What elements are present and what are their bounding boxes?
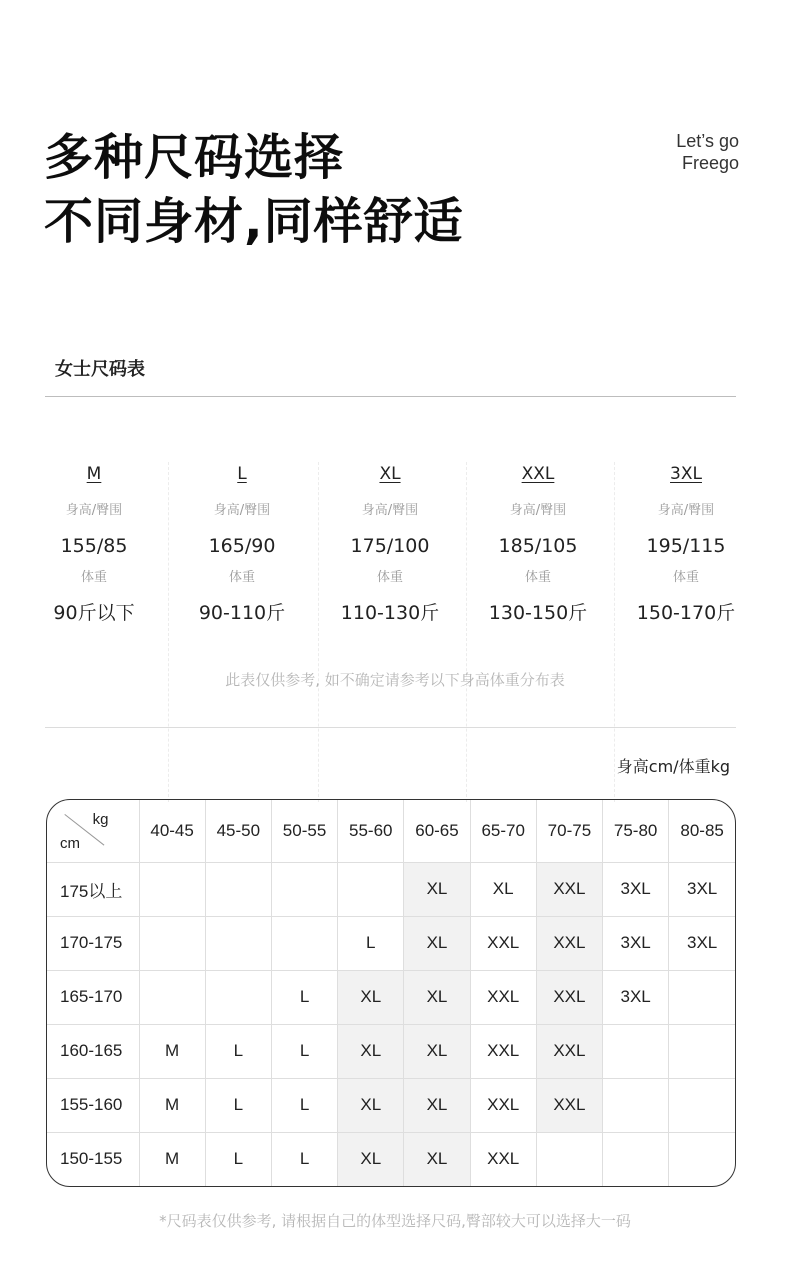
size-value: 150-170斤 bbox=[636, 602, 736, 624]
size-label: 体重 bbox=[524, 570, 551, 585]
headline-line-2: 不同身材,同样舒适 bbox=[44, 193, 464, 250]
size-name: L bbox=[237, 464, 247, 484]
table-cell: L bbox=[271, 1132, 337, 1186]
table-cell bbox=[669, 970, 735, 1024]
height-header: 165-170 bbox=[47, 970, 139, 1024]
unit-label: 身高cm/体重kg bbox=[616, 757, 730, 776]
height-header: 160-165 bbox=[47, 1024, 139, 1078]
size-value: 165/90 bbox=[208, 535, 276, 557]
size-label: 身高/臀围 bbox=[213, 503, 271, 518]
table-cell: XL bbox=[404, 862, 470, 916]
table-cell: XL bbox=[338, 970, 404, 1024]
table-cell: 3XL bbox=[603, 862, 669, 916]
table-cell: XXL bbox=[470, 1132, 536, 1186]
size-name: XL bbox=[379, 464, 401, 484]
size-column bbox=[612, 462, 760, 626]
table-cell: XXL bbox=[470, 1024, 536, 1078]
table-row bbox=[47, 970, 735, 1024]
table-cell: XXL bbox=[470, 916, 536, 970]
table-cell: XL bbox=[470, 862, 536, 916]
table-cell bbox=[603, 1078, 669, 1132]
section-title: 女士尺码表 bbox=[55, 359, 145, 380]
weight-header: 40-45 bbox=[139, 800, 205, 862]
brand-line-1: Let’s go bbox=[676, 131, 739, 151]
table-corner-cell bbox=[47, 800, 139, 862]
table-cell: XL bbox=[404, 916, 470, 970]
table-cell: XL bbox=[338, 1024, 404, 1078]
size-column bbox=[168, 462, 316, 626]
size-column bbox=[316, 462, 464, 626]
size-label: 身高/臀围 bbox=[65, 503, 123, 518]
table-cell: XXL bbox=[470, 1078, 536, 1132]
weight-header: 45-50 bbox=[205, 800, 271, 862]
table-cell bbox=[205, 862, 271, 916]
size-name: M bbox=[86, 464, 102, 484]
size-label: 体重 bbox=[672, 570, 699, 585]
table-cell: L bbox=[205, 1132, 271, 1186]
size-value: 90斤以下 bbox=[53, 602, 135, 624]
table-cell bbox=[205, 916, 271, 970]
headline bbox=[44, 126, 464, 254]
divider-top bbox=[45, 396, 736, 397]
table-cell: XL bbox=[404, 1132, 470, 1186]
table-cell bbox=[669, 1078, 735, 1132]
reference-note: 此表仅供参考, 如不确定请参考以下身高体重分布表 bbox=[225, 671, 565, 689]
table-cell: XL bbox=[338, 1132, 404, 1186]
table-cell bbox=[536, 1132, 602, 1186]
size-column bbox=[20, 462, 168, 626]
size-label: 身高/臀围 bbox=[361, 503, 419, 518]
table-cell: XL bbox=[338, 1078, 404, 1132]
size-reference-columns bbox=[20, 462, 760, 626]
table-cell: L bbox=[205, 1078, 271, 1132]
table-cell: 3XL bbox=[669, 916, 735, 970]
size-name: 3XL bbox=[670, 464, 702, 484]
brand-slogan bbox=[676, 130, 739, 174]
size-value: 110-130斤 bbox=[340, 602, 440, 624]
size-value: 185/105 bbox=[498, 535, 578, 557]
size-distribution-table bbox=[46, 799, 736, 1187]
size-name: XXL bbox=[521, 464, 555, 484]
table-cell: XXL bbox=[536, 862, 602, 916]
table-cell: XXL bbox=[536, 1024, 602, 1078]
table-cell: M bbox=[139, 1078, 205, 1132]
table-cell bbox=[338, 862, 404, 916]
size-label: 体重 bbox=[228, 570, 255, 585]
size-label: 体重 bbox=[376, 570, 403, 585]
table-cell: L bbox=[271, 1078, 337, 1132]
table-cell bbox=[139, 862, 205, 916]
table-row bbox=[47, 1024, 735, 1078]
size-label: 身高/臀围 bbox=[657, 503, 715, 518]
table-cell: 3XL bbox=[603, 970, 669, 1024]
table-row bbox=[47, 862, 735, 916]
table-cell: 3XL bbox=[603, 916, 669, 970]
weight-header: 60-65 bbox=[404, 800, 470, 862]
table-cell: XXL bbox=[470, 970, 536, 1024]
height-header: 150-155 bbox=[47, 1132, 139, 1186]
table-cell bbox=[669, 1132, 735, 1186]
corner-kg-label: kg bbox=[92, 811, 109, 828]
size-value: 195/115 bbox=[646, 535, 726, 557]
table-cell: M bbox=[139, 1024, 205, 1078]
table-cell: XXL bbox=[536, 1078, 602, 1132]
table-cell: XL bbox=[404, 1024, 470, 1078]
table-cell bbox=[271, 862, 337, 916]
table-cell: L bbox=[205, 1024, 271, 1078]
table-cell bbox=[603, 1132, 669, 1186]
table-cell: XXL bbox=[536, 970, 602, 1024]
table-row bbox=[47, 1132, 735, 1186]
table-cell: XXL bbox=[536, 916, 602, 970]
table-cell bbox=[205, 970, 271, 1024]
brand-line-2: Freego bbox=[681, 153, 739, 173]
size-value: 155/85 bbox=[60, 535, 128, 557]
table-row bbox=[47, 1078, 735, 1132]
weight-header: 80-85 bbox=[669, 800, 735, 862]
weight-header: 50-55 bbox=[271, 800, 337, 862]
table-cell: L bbox=[338, 916, 404, 970]
size-value: 90-110斤 bbox=[198, 602, 286, 624]
table-cell bbox=[139, 916, 205, 970]
table-row bbox=[47, 916, 735, 970]
corner-cm-label: cm bbox=[60, 834, 80, 852]
table-cell bbox=[271, 916, 337, 970]
size-label: 身高/臀围 bbox=[509, 503, 567, 518]
table-cell: L bbox=[271, 1024, 337, 1078]
table-cell bbox=[139, 970, 205, 1024]
footer-note: *尺码表仅供参考, 请根据自己的体型选择尺码,臀部较大可以选择大一码 bbox=[159, 1212, 631, 1230]
size-value: 175/100 bbox=[350, 535, 430, 557]
table-cell: M bbox=[139, 1132, 205, 1186]
weight-header: 75-80 bbox=[603, 800, 669, 862]
table-cell: 3XL bbox=[669, 862, 735, 916]
height-header: 175以上 bbox=[47, 862, 139, 916]
table-cell bbox=[669, 1024, 735, 1078]
divider-middle bbox=[45, 727, 736, 728]
weight-header: 65-70 bbox=[470, 800, 536, 862]
size-value: 130-150斤 bbox=[488, 602, 588, 624]
size-column bbox=[464, 462, 612, 626]
headline-line-1: 多种尺码选择 bbox=[44, 129, 345, 186]
table-header-row bbox=[47, 800, 735, 862]
height-header: 155-160 bbox=[47, 1078, 139, 1132]
height-header: 170-175 bbox=[47, 916, 139, 970]
table-cell: XL bbox=[404, 970, 470, 1024]
weight-header: 70-75 bbox=[536, 800, 602, 862]
table-cell bbox=[603, 1024, 669, 1078]
size-label: 体重 bbox=[80, 570, 107, 585]
weight-header: 55-60 bbox=[338, 800, 404, 862]
table-cell: L bbox=[271, 970, 337, 1024]
table-cell: XL bbox=[404, 1078, 470, 1132]
